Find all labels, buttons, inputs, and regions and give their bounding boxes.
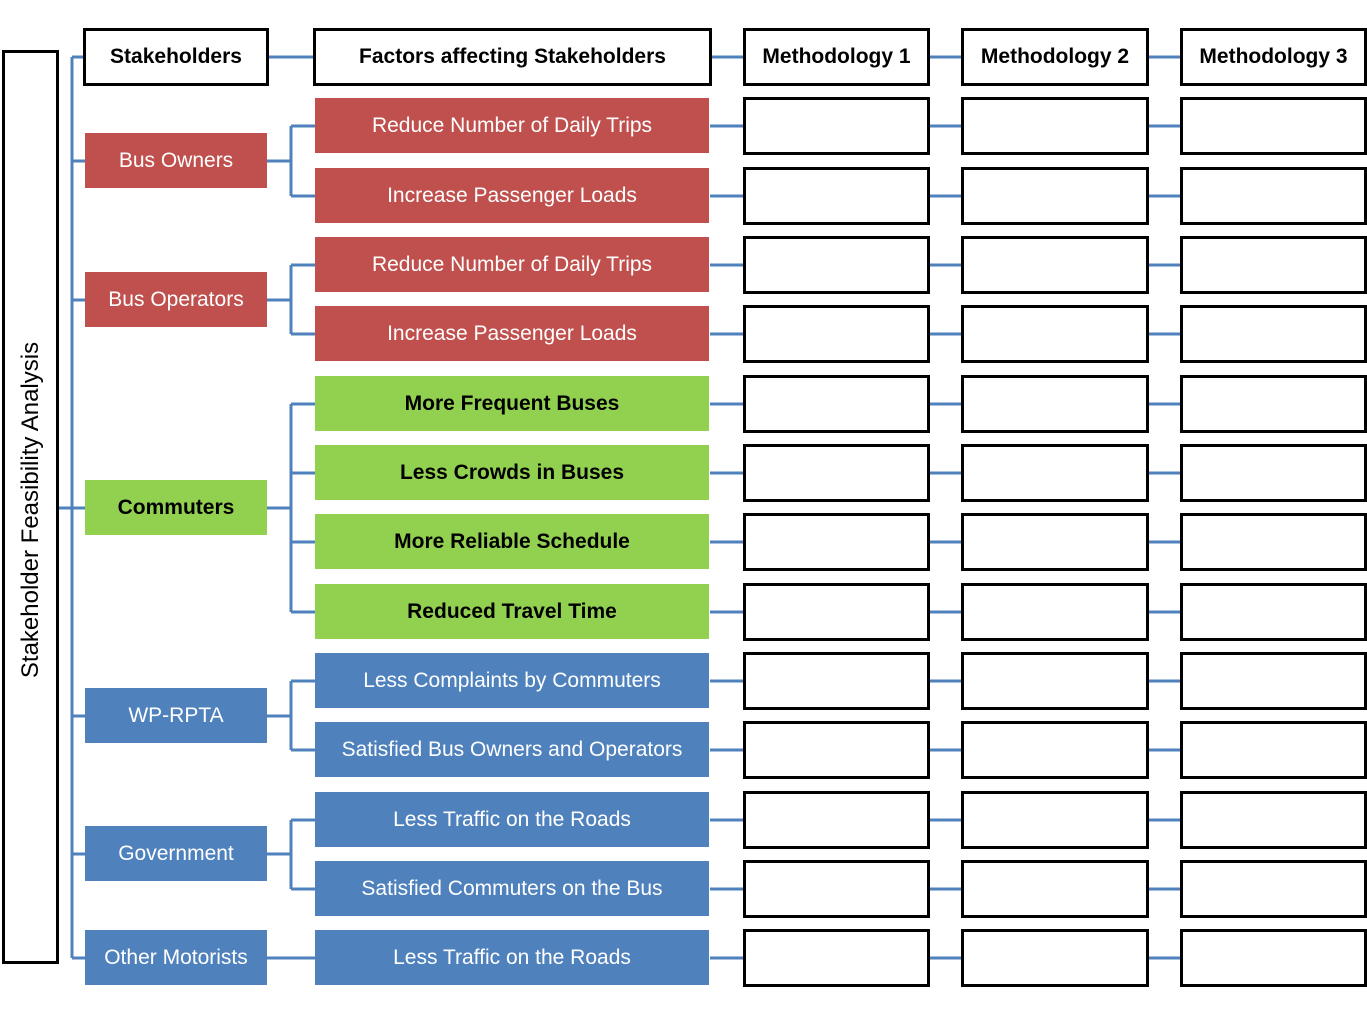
- methodology-cell: [1180, 652, 1367, 710]
- factor-box: More Reliable Schedule: [315, 514, 709, 569]
- methodology-cell: [743, 929, 930, 987]
- methodology-cell: [743, 791, 930, 849]
- methodology-cell: [1180, 236, 1367, 294]
- methodology-cell: [743, 375, 930, 433]
- methodology-cell: [1180, 513, 1367, 571]
- methodology-cell: [961, 305, 1149, 363]
- methodology-cell: [961, 444, 1149, 502]
- methodology-cell: [961, 375, 1149, 433]
- factor-box: Reduce Number of Daily Trips: [315, 98, 709, 153]
- methodology-cell: [1180, 791, 1367, 849]
- root-label: Stakeholder Feasibility Analysis: [17, 341, 44, 679]
- methodology-cell: [1180, 444, 1367, 502]
- header-methodology-2: Methodology 2: [961, 28, 1149, 86]
- stakeholder-wp-rpta: WP-RPTA: [85, 688, 267, 743]
- factor-box: Less Traffic on the Roads: [315, 930, 709, 985]
- methodology-cell: [961, 652, 1149, 710]
- methodology-cell: [743, 583, 930, 641]
- methodology-cell: [961, 97, 1149, 155]
- stakeholder-bus-owners: Bus Owners: [85, 133, 267, 188]
- stakeholder-commuters: Commuters: [85, 480, 267, 535]
- header-stakeholders: Stakeholders: [83, 28, 269, 86]
- methodology-cell: [1180, 721, 1367, 779]
- factor-box: More Frequent Buses: [315, 376, 709, 431]
- methodology-cell: [961, 167, 1149, 225]
- methodology-cell: [743, 513, 930, 571]
- methodology-cell: [1180, 305, 1367, 363]
- factor-box: Less Complaints by Commuters: [315, 653, 709, 708]
- methodology-cell: [961, 583, 1149, 641]
- methodology-cell: [743, 305, 930, 363]
- methodology-cell: [961, 513, 1149, 571]
- stakeholder-bus-operators: Bus Operators: [85, 272, 267, 327]
- methodology-cell: [743, 721, 930, 779]
- methodology-cell: [961, 929, 1149, 987]
- stakeholder-other-motorists: Other Motorists: [85, 930, 267, 985]
- methodology-cell: [743, 860, 930, 918]
- header-methodology-3: Methodology 3: [1180, 28, 1367, 86]
- methodology-cell: [743, 97, 930, 155]
- header-factors: Factors affecting Stakeholders: [313, 28, 712, 86]
- methodology-cell: [1180, 860, 1367, 918]
- methodology-cell: [1180, 583, 1367, 641]
- methodology-cell: [1180, 167, 1367, 225]
- methodology-cell: [743, 444, 930, 502]
- methodology-cell: [961, 791, 1149, 849]
- methodology-cell: [961, 236, 1149, 294]
- methodology-cell: [1180, 929, 1367, 987]
- methodology-cell: [961, 721, 1149, 779]
- factor-box: Increase Passenger Loads: [315, 306, 709, 361]
- methodology-cell: [961, 860, 1149, 918]
- methodology-cell: [743, 167, 930, 225]
- methodology-cell: [1180, 97, 1367, 155]
- factor-box: Reduced Travel Time: [315, 584, 709, 639]
- header-methodology-1: Methodology 1: [743, 28, 930, 86]
- factor-box: Reduce Number of Daily Trips: [315, 237, 709, 292]
- methodology-cell: [743, 236, 930, 294]
- methodology-cell: [743, 652, 930, 710]
- factor-box: Increase Passenger Loads: [315, 168, 709, 223]
- factor-box: Less Crowds in Buses: [315, 445, 709, 500]
- factor-box: Less Traffic on the Roads: [315, 792, 709, 847]
- stakeholder-government: Government: [85, 826, 267, 881]
- factor-box: Satisfied Bus Owners and Operators: [315, 722, 709, 777]
- methodology-cell: [1180, 375, 1367, 433]
- factor-box: Satisfied Commuters on the Bus: [315, 861, 709, 916]
